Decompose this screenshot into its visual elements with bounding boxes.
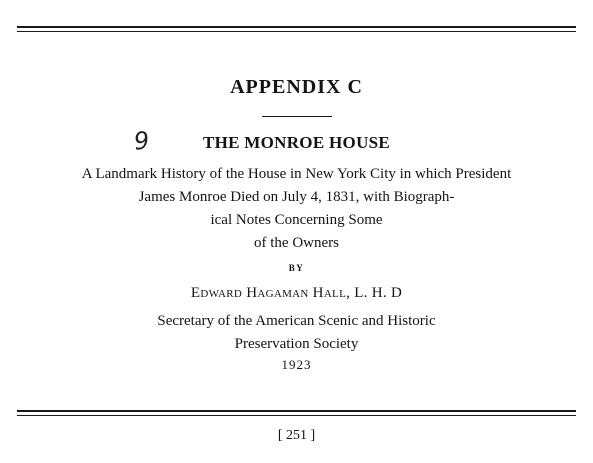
bottom-double-rule (17, 410, 576, 416)
subtitle-line: James Monroe Died on July 4, 1831, with Biograph- (138, 189, 455, 205)
publication-year: 1923 (281, 357, 312, 372)
by-label: BY (288, 263, 305, 273)
heading-divider (262, 116, 332, 117)
subtitle-line: of the Owners (254, 235, 339, 251)
subtitle-line: ical Notes Concerning Some (210, 212, 383, 228)
top-double-rule (17, 26, 576, 32)
page-number: [ 251 ] (277, 428, 316, 443)
affiliation-line: Secretary of the American Scenic and Historic (157, 313, 436, 329)
subtitle (0, 163, 593, 255)
handwritten-mark: 9 (132, 126, 151, 156)
appendix-heading: APPENDIX C (230, 76, 363, 98)
author-affiliation (0, 310, 593, 356)
author-name: Edward Hagaman Hall, L. H. D (190, 285, 403, 301)
chapter-title: THE MONROE HOUSE (202, 133, 391, 152)
subtitle-line: A Landmark History of the House in New York City in which President (81, 166, 512, 182)
affiliation-line: Preservation Society (234, 336, 359, 352)
